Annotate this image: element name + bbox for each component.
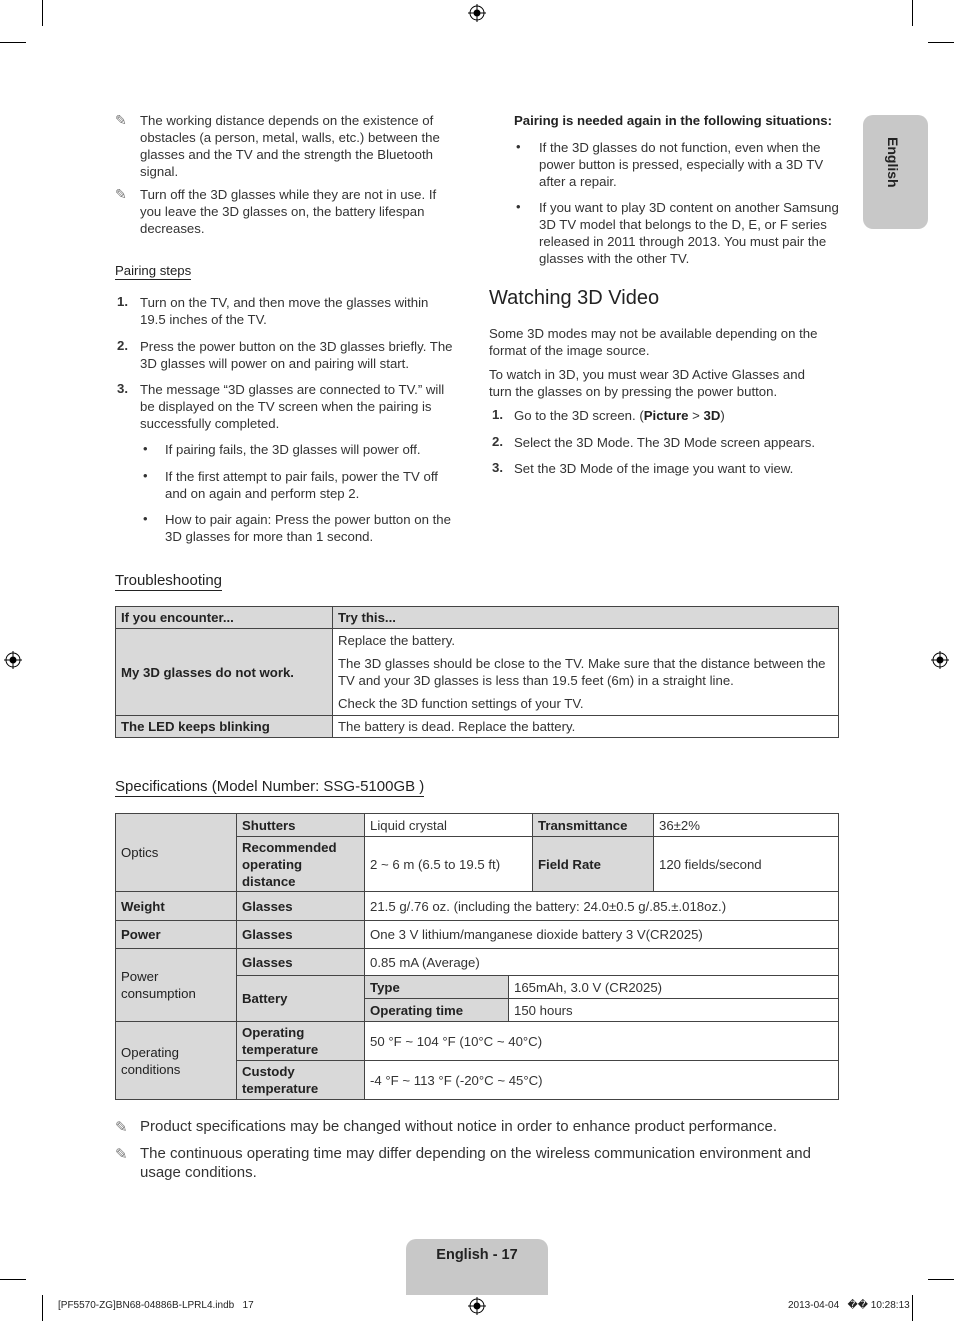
note-text: Turn off the 3D glasses while they are not in use. If you leave the 3D glasses on, the battery lifespan decreases. [140, 187, 437, 236]
sub-bullet-text: If the first attempt to pair fails, power the TV off and on again and perform step 2. [165, 469, 438, 501]
page-number-tab [406, 1239, 548, 1295]
step-text-part: Go to the 3D screen. ( [514, 408, 644, 423]
problem-cell: My 3D glasses do not work. [116, 629, 333, 716]
registration-mark-icon [468, 4, 486, 22]
pairing-again-heading: Pairing is needed again in the following situations: [514, 113, 832, 128]
bullet-text: If you want to play 3D content on another Samsung 3D TV model that belongs to the D, E, or F series released in 2011 through 2013. You must pair the glasses with the other TV. [539, 200, 839, 266]
intro-paragraph: To watch in 3D, you must wear 3D Active Glasses and turn the glasses on by pressing the power button. [489, 367, 805, 399]
spec-label: Recommended operating distance [237, 837, 365, 892]
registration-mark-icon [4, 651, 22, 669]
crop-mark [928, 42, 954, 43]
spec-category [116, 814, 237, 892]
note-pencil-icon: ✎ [115, 112, 127, 128]
step-number: 1. [117, 294, 128, 309]
spec-label: Field Rate [533, 837, 654, 892]
spec-sublabel: Operating time [365, 999, 509, 1022]
spec-label: Custody temperature [237, 1061, 365, 1100]
step-number: 2. [117, 338, 128, 353]
spec-label: Operating temperature [237, 1022, 365, 1061]
crop-mark [42, 0, 43, 26]
spec-value: 36±2% [654, 814, 839, 837]
crop-mark [0, 1279, 26, 1280]
bullet-dot: • [143, 441, 148, 456]
specifications-heading: Specifications (Model Number: SSG-5100GB ) [115, 778, 425, 795]
spec-label: Transmittance [533, 814, 654, 837]
bullet-dot: • [516, 199, 521, 214]
spec-label: Glasses [237, 921, 365, 949]
sub-bullet-text: If pairing fails, the 3D glasses will power off. [165, 442, 421, 457]
language-side-tab [863, 115, 928, 229]
specifications-table-lower [115, 891, 839, 949]
spec-value: 21.5 g/.76 oz. (including the battery: 24.0±0.5 g/.85.±.018oz.) [365, 892, 839, 921]
crop-mark [912, 1295, 913, 1321]
bullet-dot: • [143, 511, 148, 526]
spec-value: 165mAh, 3.0 V (CR2025) [509, 976, 839, 999]
crop-mark [928, 1279, 954, 1280]
spec-category: Weight [116, 892, 237, 921]
note-pencil-icon: ✎ [115, 1146, 128, 1163]
spec-value: Liquid crystal [365, 814, 533, 837]
menu-path-separator: > [688, 408, 704, 423]
problem-cell: The LED keeps blinking [116, 716, 333, 738]
step-text: Turn on the TV, and then move the glasses within 19.5 inches of the TV. [140, 295, 429, 327]
step-text: The message “3D glasses are connected to TV.” will be displayed on the TV screen when the pairing is successfully completed. [140, 382, 445, 431]
table-header-cell: If you encounter... [116, 607, 333, 629]
troubleshooting-heading: Troubleshooting [115, 572, 223, 589]
solution-line: Check the 3D function settings of your TV. [338, 696, 584, 711]
step-text [514, 407, 844, 424]
spec-label: Battery [237, 976, 365, 1022]
spec-category: Power [116, 921, 237, 949]
spec-value: 120 fields/second [654, 837, 839, 892]
solution-line: The 3D glasses should be close to the TV. Make sure that the distance between the TV and your 3D glasses is less than 19.5 feet (6m) in a straight line. [338, 656, 826, 688]
registration-mark-icon [468, 1297, 486, 1315]
pairing-steps-heading: Pairing steps [115, 263, 192, 278]
page-number: English - 17 [436, 1247, 518, 1263]
intro-paragraph: Some 3D modes may not be available depending on the format of the image source. [489, 326, 818, 358]
note-text: The continuous operating time may differ depending on the wireless communication environment and usage conditions. [140, 1145, 811, 1181]
operating-conditions-table [115, 1021, 839, 1100]
solution-cell: The battery is dead. Replace the battery. [333, 716, 839, 738]
crop-mark [912, 0, 913, 26]
crop-mark [0, 42, 26, 43]
spec-sublabel: Type [365, 976, 509, 999]
spec-category: Power consumption [116, 949, 237, 1022]
spec-category-label: Optics [121, 845, 159, 860]
registration-mark-icon [931, 651, 949, 669]
bullet-text: If the 3D glasses do not function, even when the power button is pressed, especially with a 3D TV after a repair. [539, 140, 824, 189]
spec-label: Glasses [237, 892, 365, 921]
step-number: 1. [492, 407, 503, 422]
note-text: Product specifications may be changed without notice in order to enhance product performance. [140, 1118, 778, 1135]
spec-value: 0.85 mA (Average) [365, 949, 839, 976]
spec-value: -4 °F ~ 113 °F (-20°C ~ 45°C) [365, 1061, 839, 1100]
menu-path-picture: Picture [643, 408, 689, 423]
power-consumption-table [115, 948, 839, 1022]
spec-label: Glasses [237, 949, 365, 976]
print-info-right: 2013-04-04 �� 10:28:13 [788, 1300, 910, 1311]
step-text: Select the 3D Mode. The 3D Mode screen appears. [514, 435, 816, 450]
side-tab-label: English [885, 137, 901, 188]
solution-line: Replace the battery. [338, 633, 456, 648]
bullet-dot: • [143, 468, 148, 483]
spec-value: 2 ~ 6 m (6.5 to 19.5 ft) [365, 837, 533, 892]
spec-category: Operating conditions [116, 1022, 237, 1100]
note-pencil-icon: ✎ [115, 186, 127, 202]
note-pencil-icon: ✎ [115, 1119, 128, 1136]
bullet-dot: • [516, 139, 521, 154]
spec-value: 150 hours [509, 999, 839, 1022]
section-title: Watching 3D Video [489, 287, 660, 309]
step-number: 3. [492, 460, 503, 475]
step-text-part: ) [720, 408, 725, 423]
troubleshooting-table [115, 606, 839, 738]
sub-bullet-text: How to pair again: Press the power button on the 3D glasses for more than 1 second. [165, 512, 451, 544]
print-info-left: [PF5570-ZG]BN68-04886B-LPRL4.indb 17 [58, 1300, 254, 1311]
spec-value: One 3 V lithium/manganese dioxide battery 3 V(CR2025) [365, 921, 839, 949]
spec-value: 50 °F ~ 104 °F (10°C ~ 40°C) [365, 1022, 839, 1061]
step-text: Press the power button on the 3D glasses briefly. The 3D glasses will power on and pairing will start. [140, 339, 453, 371]
step-text: Set the 3D Mode of the image you want to view. [514, 461, 794, 476]
specifications-table [115, 813, 839, 892]
solution-cell [333, 629, 839, 716]
note-text: The working distance depends on the existence of obstacles (a person, metal, walls, etc.) between the glasses and the TV and the strength the Bluetooth signal. [140, 113, 440, 179]
step-number: 3. [117, 381, 128, 396]
step-number: 2. [492, 434, 503, 449]
table-header-cell: Try this... [333, 607, 839, 629]
spec-label: Shutters [237, 814, 365, 837]
crop-mark [42, 1295, 43, 1321]
menu-path-3d: 3D [703, 408, 721, 423]
